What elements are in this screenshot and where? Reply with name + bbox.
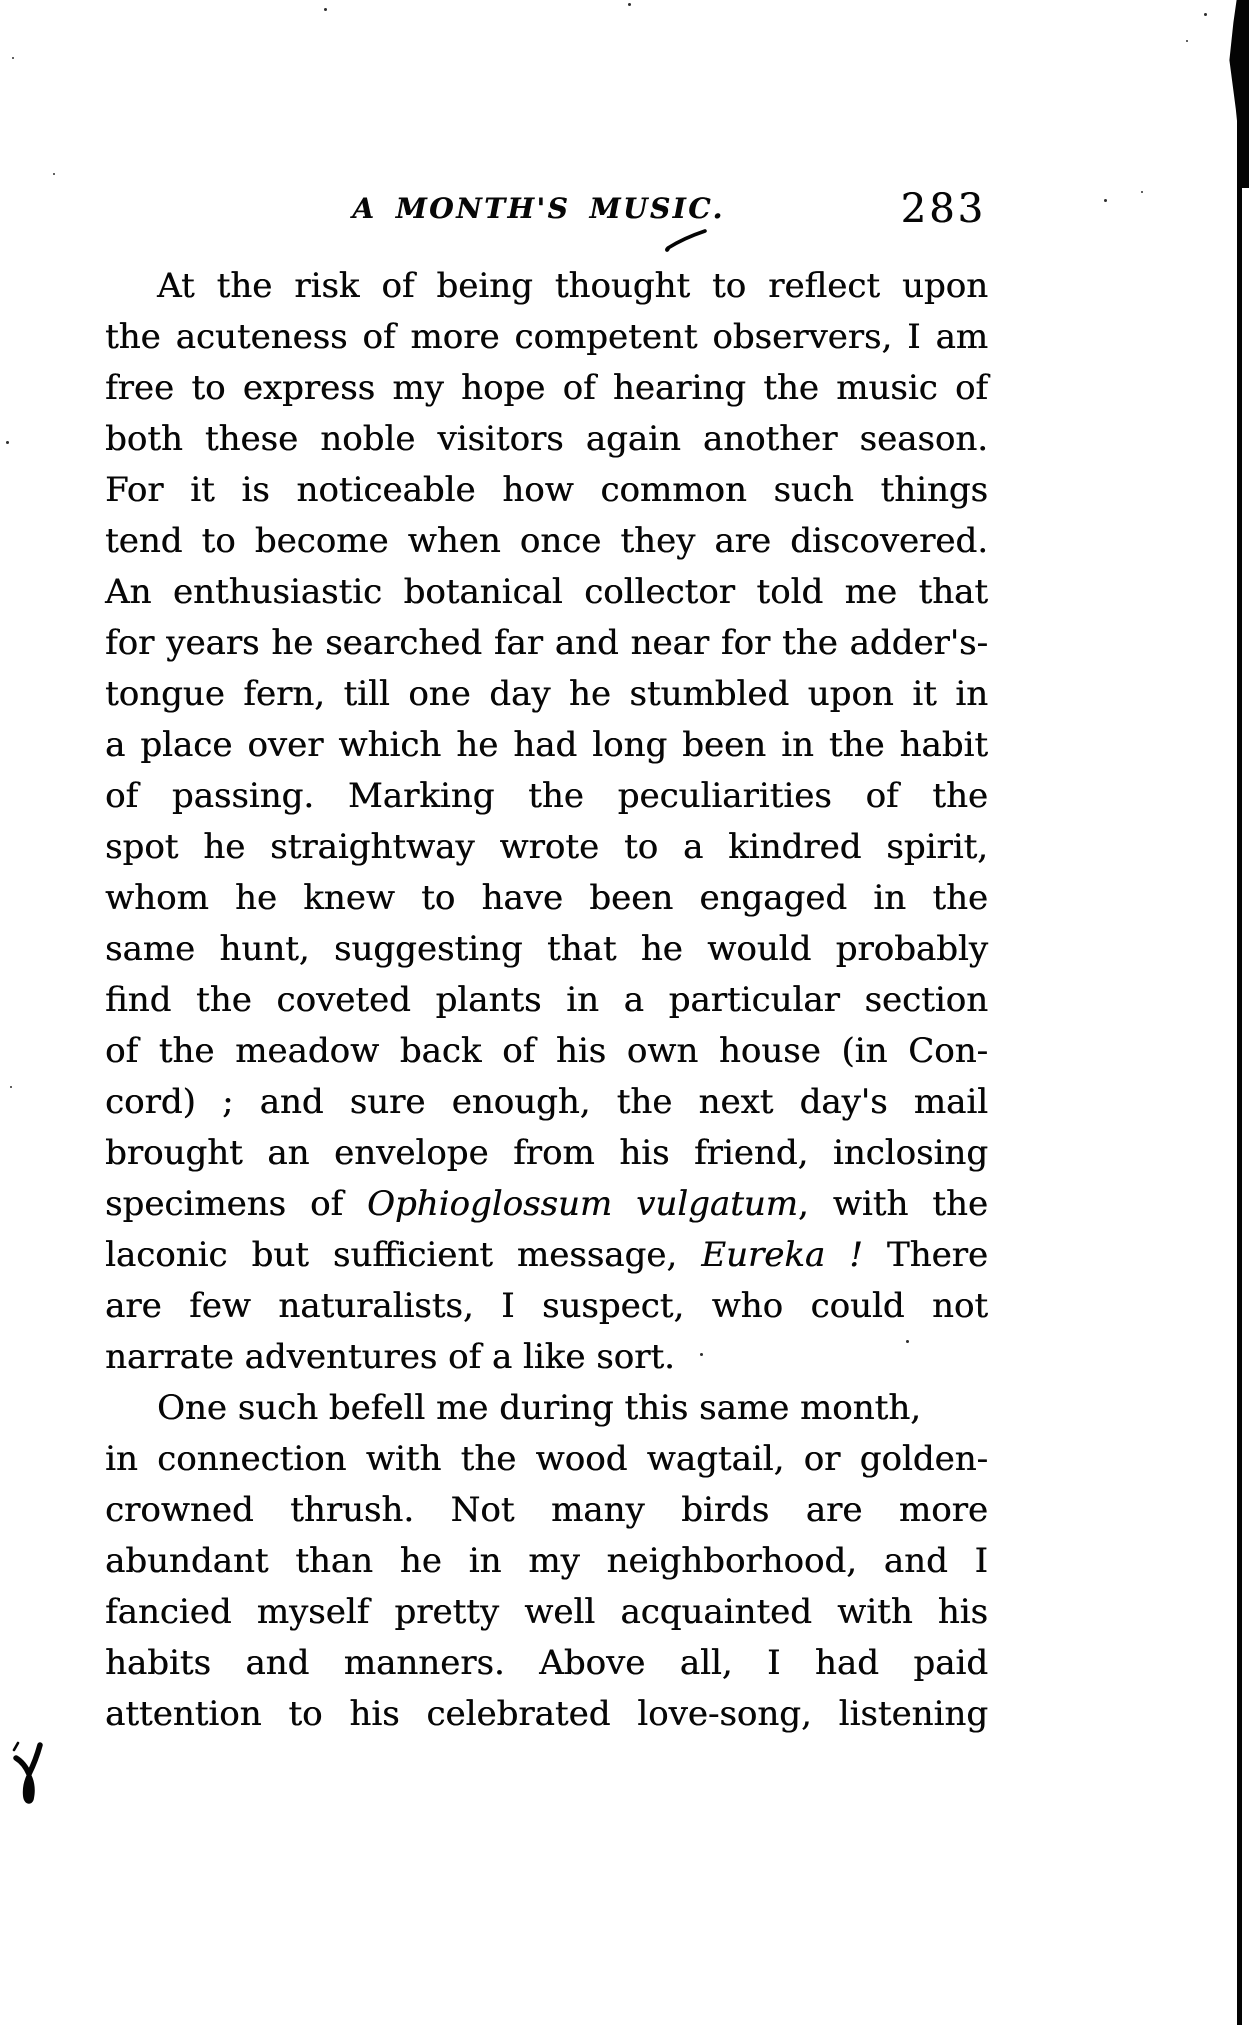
ink-speck (1186, 40, 1188, 42)
text-segment: free to express my hope of hearing the music of (105, 368, 988, 408)
text-line (105, 975, 988, 1026)
page-body (105, 261, 988, 1740)
text-line (105, 261, 988, 312)
text-line (105, 924, 988, 975)
text-segment: are few naturalists, I suspect, who could not (105, 1286, 988, 1326)
text-line (105, 312, 988, 363)
running-header (105, 186, 988, 238)
text-segment: both these noble visitors again another season. (105, 419, 988, 459)
text-line (105, 822, 988, 873)
text-line (105, 669, 988, 720)
text-line (105, 1485, 988, 1536)
text-segment: crowned thrush. Not many birds are more (105, 1490, 988, 1530)
ink-speck (1141, 191, 1143, 193)
text-segment: attention to his celebrated love-song, listening (105, 1694, 988, 1734)
ink-speck (700, 1353, 703, 1356)
text-segment: same hunt, suggesting that he would probably (105, 929, 988, 969)
text-segment: abundant than he in my neighborhood, and I (105, 1541, 988, 1581)
text-segment: for years he searched far and near for the adder's- (105, 623, 988, 663)
text-segment: habits and manners. Above all, I had paid (105, 1643, 988, 1683)
page-number: 283 (900, 186, 986, 232)
ink-speck (324, 8, 327, 11)
text-line (105, 1689, 988, 1740)
text-line (105, 516, 988, 567)
text-segment: in connection with the wood wagtail, or golden- (105, 1439, 988, 1479)
text-segment: narrate adventures of a like sort. (105, 1337, 675, 1377)
text-line (105, 720, 988, 771)
text-line (105, 1128, 988, 1179)
text-line (105, 414, 988, 465)
text-line (105, 1332, 988, 1383)
text-segment: of passing. Marking the peculiarities of the (105, 776, 988, 816)
text-line (105, 1077, 988, 1128)
text-line (105, 465, 988, 516)
text-segment: , with the (797, 1184, 988, 1224)
text-line (105, 1230, 988, 1281)
text-line (105, 771, 988, 822)
text-segment: laconic but sufficient message, (105, 1235, 702, 1275)
ink-speck (1204, 13, 1207, 16)
text-segment: tongue fern, till one day he stumbled upon it in (105, 674, 988, 714)
text-line (105, 1383, 988, 1434)
ink-speck (10, 1086, 12, 1088)
text-line (105, 363, 988, 414)
text-segment: tend to become when once they are discovered. (105, 521, 988, 561)
text-segment: a place over which he had long been in the habit (105, 725, 988, 765)
ink-speck (12, 57, 14, 59)
text-segment: whom he knew to have been engaged in the (105, 878, 988, 918)
text-segment: cord) ; and sure enough, the next day's mail (105, 1082, 988, 1122)
text-line (105, 1281, 988, 1332)
text-line (105, 567, 988, 618)
text-line (105, 618, 988, 669)
running-title: A MONTH'S MUSIC. (352, 192, 725, 225)
latin-italic-text: Ophioglossum vulgatum (367, 1184, 798, 1224)
ink-speck (53, 173, 55, 175)
text-line (105, 1434, 988, 1485)
text-line (105, 1536, 988, 1587)
text-segment: brought an envelope from his friend, inclosing (105, 1133, 988, 1173)
pen-flick-mark (664, 227, 710, 255)
ink-speck (906, 1340, 909, 1343)
ink-speck (6, 441, 9, 444)
text-line (105, 1026, 988, 1077)
text-line (105, 1638, 988, 1689)
text-segment: spot he straightway wrote to a kindred spirit, (105, 827, 988, 867)
text-segment: For it is noticeable how common such things (105, 470, 988, 510)
binding-line (1237, 0, 1242, 2025)
text-segment: There (862, 1235, 988, 1275)
text-segment: the acuteness of more competent observers, I am (105, 317, 988, 357)
text-segment: An enthusiastic botanical collector told me that (105, 572, 988, 612)
text-segment: fancied myself pretty well acquainted with his (105, 1592, 988, 1632)
text-line (105, 873, 988, 924)
text-segment: of the meadow back of his own house (in Con- (105, 1031, 988, 1071)
text-segment: find the coveted plants in a particular section (105, 980, 988, 1020)
text-segment: At the risk of being thought to reflect upon (157, 266, 988, 306)
latin-italic-text: Eureka ! (701, 1235, 863, 1275)
text-segment: specimens of (105, 1184, 368, 1224)
text-line (105, 1179, 988, 1230)
text-segment: One such befell me during this same month, (157, 1388, 921, 1428)
ink-speck (628, 3, 631, 6)
text-line (105, 1587, 988, 1638)
handwritten-check-mark (5, 1738, 55, 1824)
ink-speck (1104, 199, 1107, 202)
